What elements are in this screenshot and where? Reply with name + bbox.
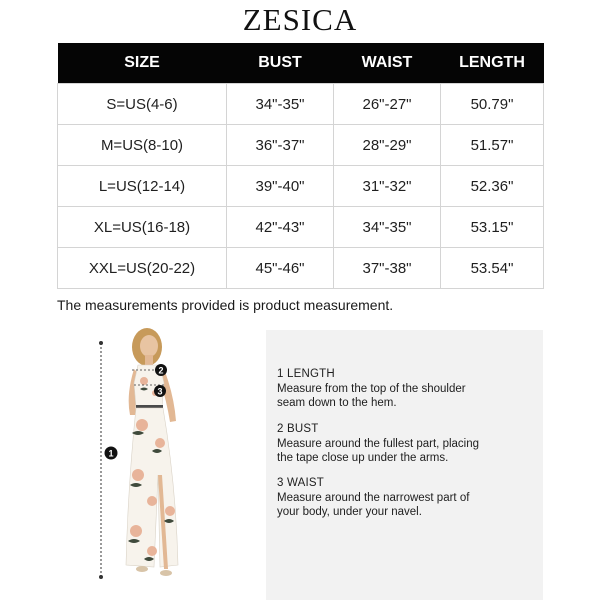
length-guide-bottom-dot bbox=[99, 575, 103, 579]
table-row bbox=[58, 84, 544, 125]
neck-shape bbox=[145, 355, 153, 365]
step-description-line: Measure around the fullest part, placing bbox=[277, 437, 480, 450]
table-header-row bbox=[58, 43, 544, 84]
cell-bust: 34"-35" bbox=[227, 84, 334, 125]
brand-logo: ZESICA bbox=[242, 2, 358, 37]
shoe-shape bbox=[136, 566, 148, 572]
step-heading: 3 WAIST bbox=[277, 477, 324, 489]
cell-bust: 36"-37" bbox=[227, 125, 334, 166]
marker-length bbox=[105, 447, 118, 460]
cell-length: 53.54" bbox=[441, 248, 544, 289]
table-row bbox=[58, 248, 544, 289]
cell-waist: 31"-32" bbox=[334, 166, 441, 207]
marker-waist bbox=[154, 385, 166, 397]
cell-size: M=US(8-10) bbox=[58, 125, 227, 166]
shoe-shape bbox=[160, 570, 172, 576]
cell-waist: 28"-29" bbox=[334, 125, 441, 166]
cell-length: 52.36" bbox=[441, 166, 544, 207]
step-description-line: seam down to the hem. bbox=[277, 397, 397, 409]
table-row bbox=[58, 207, 544, 248]
cell-bust: 39"-40" bbox=[227, 166, 334, 207]
header-length: LENGTH bbox=[441, 43, 544, 84]
measurement-guide-panel bbox=[266, 330, 543, 600]
model-figure bbox=[92, 325, 252, 597]
cell-size: S=US(4-6) bbox=[58, 84, 227, 125]
face-shape bbox=[140, 335, 158, 357]
cell-size: L=US(12-14) bbox=[58, 166, 227, 207]
cell-length: 53.15" bbox=[441, 207, 544, 248]
step-description-line: Measure around the narrowest part of bbox=[277, 491, 470, 504]
step-heading: 2 BUST bbox=[277, 423, 319, 435]
header-waist: WAIST bbox=[334, 43, 441, 84]
waist-band bbox=[136, 405, 163, 408]
guide-step-bust bbox=[277, 422, 479, 466]
cell-length: 50.79" bbox=[441, 84, 544, 125]
cell-size: XL=US(16-18) bbox=[58, 207, 227, 248]
cell-bust: 42"-43" bbox=[227, 207, 334, 248]
table-row bbox=[58, 166, 544, 207]
cell-bust: 45"-46" bbox=[227, 248, 334, 289]
skirt-shape bbox=[126, 408, 178, 567]
length-guide-top-dot bbox=[99, 341, 103, 345]
step-description-line: Measure from the top of the shoulder bbox=[277, 382, 466, 395]
cell-length: 51.57" bbox=[441, 125, 544, 166]
svg-text:1: 1 bbox=[108, 448, 114, 459]
marker-bust bbox=[155, 364, 167, 376]
cell-waist: 26"-27" bbox=[334, 84, 441, 125]
cell-waist: 34"-35" bbox=[334, 207, 441, 248]
step-heading: 1 LENGTH bbox=[277, 368, 335, 380]
guide-step-waist bbox=[277, 476, 469, 520]
guide-step-length bbox=[277, 367, 466, 411]
header-size: SIZE bbox=[58, 43, 227, 84]
step-description-line: your body, under your navel. bbox=[277, 506, 422, 518]
cell-waist: 37"-38" bbox=[334, 248, 441, 289]
cell-size: XXL=US(20-22) bbox=[58, 248, 227, 289]
measurement-note: The measurements provided is product measurement. bbox=[57, 297, 394, 313]
dress-model-illustration bbox=[92, 325, 252, 597]
table-row bbox=[58, 125, 544, 166]
step-description-line: the tape close up under the arms. bbox=[277, 452, 449, 464]
svg-text:3: 3 bbox=[157, 386, 163, 397]
svg-text:2: 2 bbox=[158, 365, 164, 376]
header-bust: BUST bbox=[227, 43, 334, 84]
size-chart-table bbox=[57, 43, 544, 289]
